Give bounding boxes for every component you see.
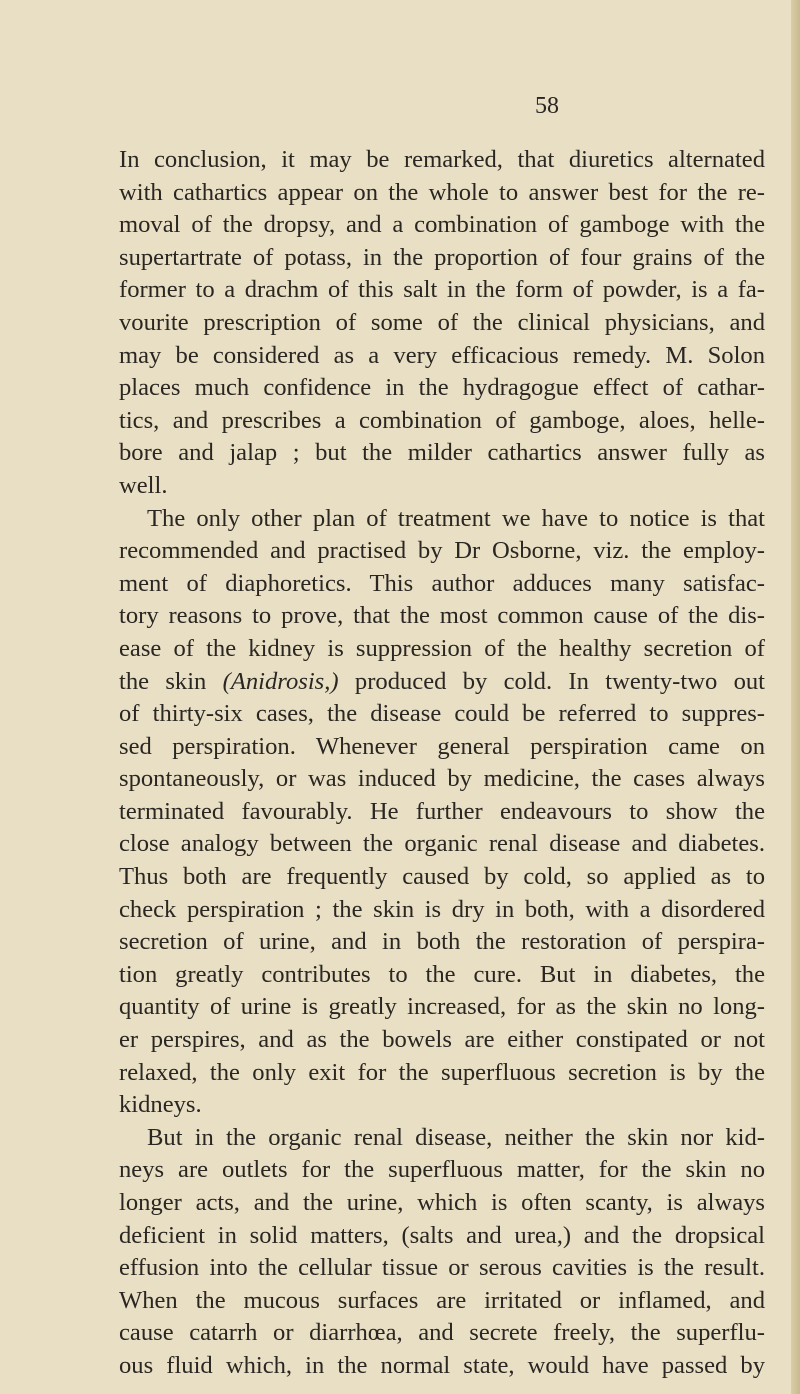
- text-line: ment of diaphoretics. This author adduces many satisfac-: [119, 569, 765, 597]
- text-line: deficient in solid matters, (salts and urea,) and the dropsical: [119, 1221, 765, 1249]
- page-edge: [791, 0, 800, 1394]
- text-line: places much confidence in the hydragogue effect of cathar-: [119, 374, 765, 402]
- text-line: longer acts, and the urine, which is often scanty, is always: [119, 1189, 765, 1216]
- text-line: moval of the dropsy, and a combination of gamboge with the: [119, 211, 765, 239]
- text-line: former to a drachm of this salt in the form of powder, is a fa-: [119, 276, 765, 304]
- text-line: of thirty-six cases, the disease could be referred to suppres-: [119, 700, 765, 728]
- text-line: secretion of urine, and in both the restoration of perspira-: [119, 928, 765, 956]
- text-line: check perspiration ; the skin is dry in both, with a disordered: [119, 895, 765, 923]
- text-line: When the mucous surfaces are irritated or inflamed, and: [119, 1286, 765, 1314]
- text-line: neys are outlets for the superfluous matter, for the skin no: [119, 1156, 765, 1184]
- text-line: terminated favourably. He further endeavours to show the: [119, 797, 765, 825]
- paragraph-3: [119, 1122, 765, 1383]
- text-line: bore and jalap ; but the milder cathartics answer fully as: [119, 439, 765, 467]
- text-line-with-italic: [119, 666, 765, 699]
- text-line: effusion into the cellular tissue or serous cavities is the result.: [119, 1254, 765, 1282]
- text-line: Thus both are frequently caused by cold, so applied as to: [119, 863, 765, 891]
- text-line: with cathartics appear on the whole to answer best for the re-: [119, 178, 765, 206]
- text-line: But in the organic renal disease, neither the skin nor kid-: [147, 1123, 765, 1151]
- text-line: ous fluid which, in the normal state, would have passed by: [119, 1351, 765, 1379]
- text-line: er perspires, and as the bowels are either constipated or not: [119, 1026, 765, 1054]
- italic-term: (Anidrosis,): [222, 667, 339, 695]
- text-line: kidneys.: [119, 1091, 202, 1119]
- text-line: recommended and practised by Dr Osborne, viz. the employ-: [119, 537, 765, 565]
- text-line: tion greatly contributes to the cure. But in diabetes, the: [119, 960, 765, 988]
- text-line: ease of the kidney is suppression of the healthy secretion of: [119, 634, 765, 662]
- paragraph-2: [119, 503, 765, 1122]
- text-line: well.: [119, 471, 168, 499]
- text-line: quantity of urine is greatly increased, for as the skin no long-: [119, 993, 765, 1021]
- text-line: sed perspiration. Whenever general perspiration came on: [119, 732, 765, 760]
- text-line: tics, and prescribes a combination of gamboge, aloes, helle-: [119, 406, 765, 434]
- text-line: cause catarrh or diarrhœa, and secrete freely, the superflu-: [119, 1319, 765, 1347]
- body-text: [119, 144, 765, 1383]
- text-fragment: the skin: [119, 667, 223, 695]
- text-line: tory reasons to prove, that the most common cause of the dis-: [119, 602, 765, 630]
- page-number: 58: [535, 93, 559, 119]
- text-line: may be considered as a very efficacious remedy. M. Solon: [119, 341, 765, 369]
- text-line: The only other plan of treatment we have to notice is that: [147, 504, 765, 532]
- text-line: spontaneously, or was induced by medicine, the cases always: [119, 765, 765, 793]
- text-fragment: produced by cold. In twenty-two out: [338, 667, 765, 695]
- text-line: In conclusion, it may be remarked, that diuretics alternated: [119, 146, 765, 173]
- paragraph-1: [119, 144, 765, 503]
- text-line: relaxed, the only exit for the superfluous secretion is by the: [119, 1058, 765, 1086]
- text-line: vourite prescription of some of the clinical physicians, and: [119, 308, 765, 336]
- text-line: supertartrate of potass, in the proportion of four grains of the: [119, 243, 765, 271]
- text-line: close analogy between the organic renal disease and diabetes.: [119, 830, 765, 858]
